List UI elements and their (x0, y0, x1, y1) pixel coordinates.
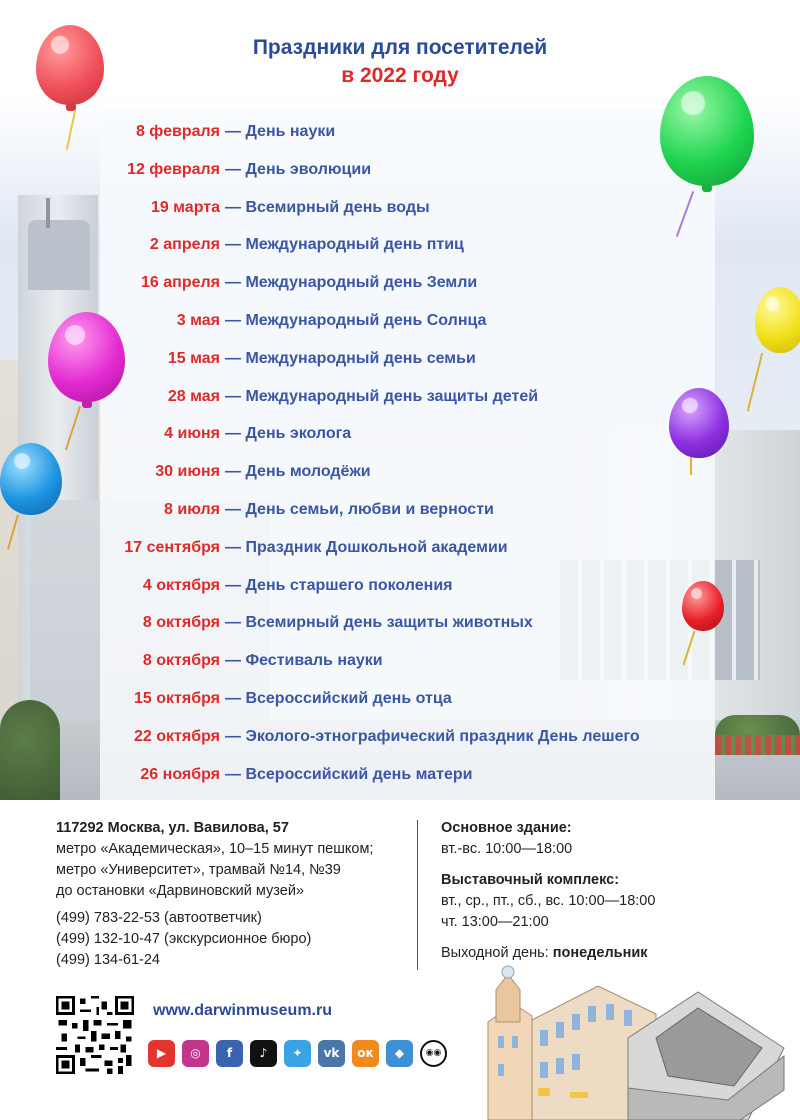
vertical-divider (417, 820, 418, 970)
event-date: 8 октября (142, 652, 220, 670)
event-row (0, 642, 800, 680)
exhibition-hours-1: вт., ср., пт., сб., вс. 10:00—18:00 (441, 893, 656, 909)
odnoklassniki-icon[interactable]: ок (352, 1040, 379, 1067)
opening-hours (441, 818, 781, 964)
event-date: 15 мая (167, 349, 220, 367)
event-name: — День науки (225, 123, 336, 140)
facebook-icon[interactable]: f (216, 1040, 243, 1067)
event-row (0, 604, 800, 642)
event-date: 8 июля (164, 501, 220, 518)
event-name: — Всероссийский день отца (225, 690, 452, 707)
tripadvisor-icon[interactable]: ◉◉ (420, 1040, 447, 1067)
event-name: — Международный день Солнца (225, 312, 487, 329)
event-date: 4 июня (164, 425, 220, 443)
event-name: — Праздник Дошкольной академии (225, 538, 508, 556)
event-date: 3 мая (176, 312, 220, 329)
event-name: — Международный день семьи (225, 349, 476, 367)
event-date: 8 февраля (135, 123, 220, 140)
event-row (0, 226, 800, 264)
twitter-icon[interactable]: ✦ (284, 1040, 311, 1067)
event-name: — Всемирный день защиты животных (225, 614, 533, 632)
social-links (148, 1040, 468, 1068)
qr-code[interactable] (56, 996, 134, 1074)
event-name: — День эволюции (225, 160, 372, 178)
event-date: 17 сентября (124, 538, 220, 556)
event-name: — День семьи, любви и верности (225, 501, 494, 518)
event-date: 8 октября (142, 614, 220, 632)
metro-line-3: до остановки «Дарвиновский музей» (56, 883, 305, 899)
main-building-label: Основное здание: (441, 820, 572, 836)
event-date: 19 марта (150, 198, 220, 216)
event-name: — Международный день защиты детей (225, 387, 539, 405)
main-building-hours: вт.-вс. 10:00—18:00 (441, 841, 573, 857)
address-block (56, 818, 416, 902)
balloon-knot (702, 184, 712, 192)
event-row (0, 680, 800, 718)
event-row (0, 189, 800, 227)
event-name: — Фестиваль науки (225, 652, 383, 670)
event-name: — День эколога (225, 425, 352, 443)
event-date: 12 февраля (127, 160, 220, 178)
balloon-knot (82, 400, 92, 408)
event-row (0, 567, 800, 605)
small-red-balloon-icon (682, 581, 724, 631)
balloon-string (690, 457, 692, 475)
yandex-zen-icon[interactable]: ◆ (386, 1040, 413, 1067)
event-name: — Международный день птиц (225, 236, 464, 254)
vk-icon[interactable]: vk (318, 1040, 345, 1067)
event-date: 2 апреля (149, 236, 220, 254)
phone-1[interactable]: (499) 783-22-53 (автоответчик) (56, 910, 262, 926)
green-balloon-icon (660, 76, 754, 186)
youtube-icon[interactable]: ▶ (148, 1040, 175, 1067)
event-name: — День молодёжи (225, 463, 371, 481)
page-title: Праздники для посетителей (252, 36, 548, 59)
event-row (0, 756, 800, 794)
event-date: 16 апреля (141, 274, 220, 292)
event-date: 4 октября (142, 576, 220, 594)
museum-building-illustration (478, 960, 800, 1120)
exhibition-hours-2: чт. 13:00—21:00 (441, 914, 549, 930)
event-name: — Международный день Земли (225, 274, 478, 292)
phone-2[interactable]: (499) 132-10-47 (экскурсионное бюро) (56, 931, 312, 947)
event-name: — День старшего поколения (225, 576, 453, 594)
event-name: — Всемирный день воды (225, 198, 430, 216)
magenta-balloon-icon (48, 312, 125, 402)
event-row (0, 302, 800, 340)
blue-balloon-icon (0, 443, 62, 515)
phones-block (56, 908, 416, 971)
address-line: 117292 Москва, ул. Вавилова, 57 (56, 820, 289, 836)
event-date: 28 мая (167, 387, 220, 405)
tiktok-icon[interactable]: ♪ (250, 1040, 277, 1067)
instagram-icon[interactable]: ◎ (182, 1040, 209, 1067)
phone-3[interactable]: (499) 134-61-24 (56, 952, 160, 968)
event-date: 26 ноября (140, 765, 220, 783)
metro-line-1: метро «Академическая», 10–15 минут пешком; (56, 841, 374, 857)
page-subtitle: в 2022 году (341, 64, 459, 87)
website-link[interactable]: www.darwinmuseum.ru (153, 1002, 332, 1019)
event-row (0, 491, 800, 529)
yellow-balloon-icon (755, 287, 800, 353)
day-off-value: понедельник (552, 945, 648, 961)
event-row (0, 453, 800, 491)
event-date: 15 октября (134, 690, 220, 707)
day-off-label: Выходной день: (441, 945, 553, 961)
red-balloon-icon (36, 25, 104, 105)
purple-balloon-icon (669, 388, 729, 458)
event-name: — Эколого-этнографический праздник День лешего (225, 727, 640, 745)
event-date: 22 октября (134, 727, 220, 745)
exhibition-label: Выставочный комплекс: (441, 872, 620, 888)
event-date: 30 июня (155, 463, 220, 481)
event-name: — Всероссийский день матери (225, 765, 473, 783)
event-row (0, 718, 800, 756)
metro-line-2: метро «Университет», трамвай №14, №39 (56, 862, 341, 878)
event-row (0, 529, 800, 567)
event-row (0, 264, 800, 302)
